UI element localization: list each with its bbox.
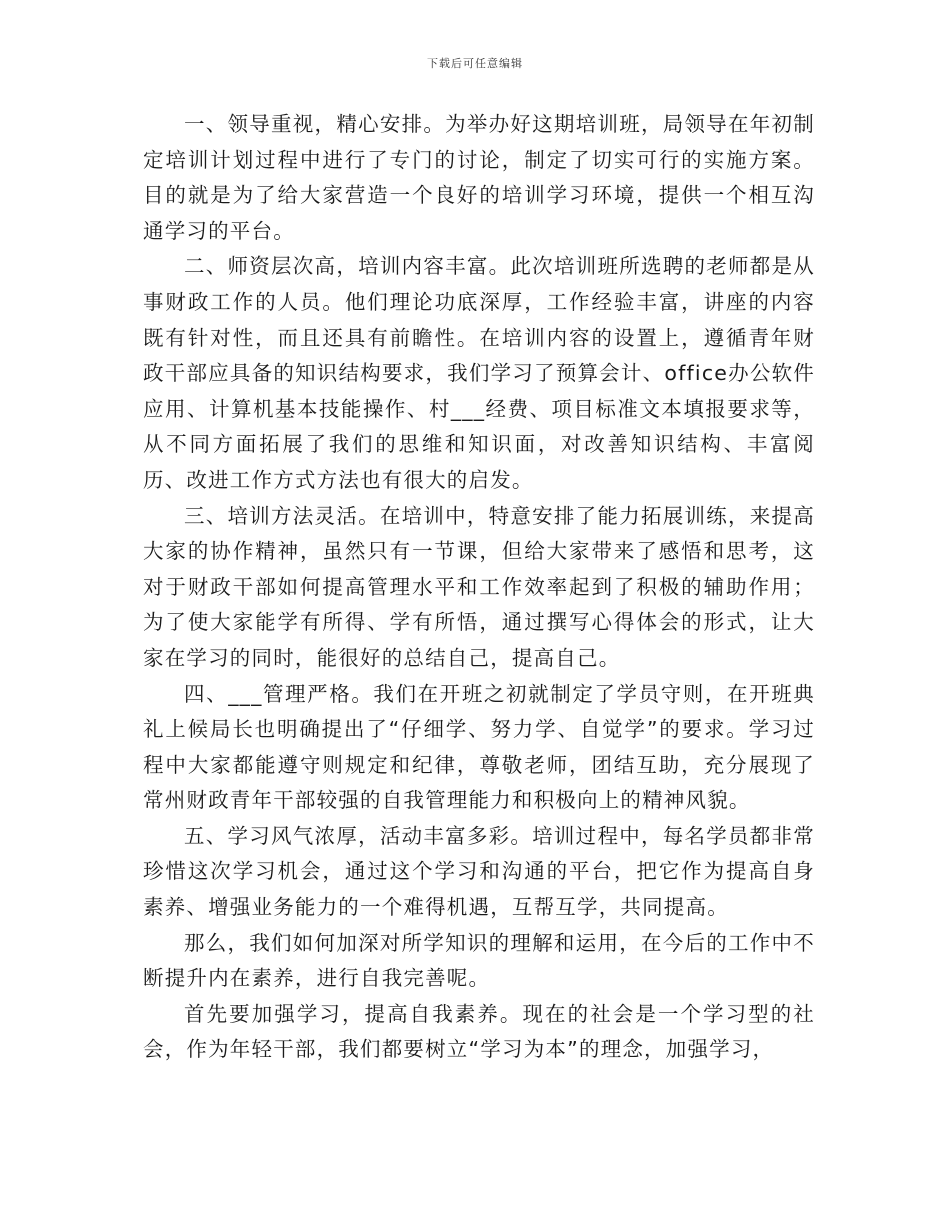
paragraph-first-point: 首先要加强学习，提高自我素养。现在的社会是一个学习型的社会，作为年轻干部，我们都要树立“学习为本”的理念，加强学习， <box>143 1001 815 1062</box>
paragraph-leadership: 一、领导重视，精心安排。为举办好这期培训班，局领导在年初制定培训计划过程中进行了专门的讨论，制定了切实可行的实施方案。目的就是为了给大家营造一个良好的培训学习环境，提供一个相互沟通学习的平台。 <box>143 112 815 243</box>
document-body <box>143 107 815 1068</box>
paragraph-atmosphere: 五、学习风气浓厚，活动丰富多彩。培训过程中，每名学员都非常珍惜这次学习机会，通过这个学习和沟通的平台，把它作为提高自身素养、增强业务能力的一个难得机遇，互帮互学，共同提高。 <box>143 823 815 920</box>
page-header-note: 下载后可任意编辑 <box>427 57 523 70</box>
paragraph-methods: 三、培训方法灵活。在培训中，特意安排了能力拓展训练，来提高大家的协作精神，虽然只有一节课，但给大家带来了感悟和思考，这对于财政干部如何提高管理水平和工作效率起到了积极的辅助作用；为了使大家能学有所得、学有所悟，通过撰写心得体会的形式，让大家在学习的同时，能很好的总结自己，提高自己。 <box>143 503 815 670</box>
paragraph-question: 那么，我们如何加深对所学知识的理解和运用，在今后的工作中不断提升内在素养，进行自我完善呢。 <box>143 930 815 991</box>
paragraph-faculty: 二、师资层次高，培训内容丰富。此次培训班所选聘的老师都是从事财政工作的人员。他们理论功底深厚，工作经验丰富，讲座的内容既有针对性，而且还具有前瞻性。在培训内容的设置上，遵循青年财政干部应具备的知识结构要求，我们学习了预算会计、office办公软件应用、计算机基本技能操作、村___经费、项目标准文本填报要求等，从不同方面拓展了我们的思维和知识面，对改善知识结构、丰富阅历、改进工作方式方法也有很大的启发。 <box>143 254 815 492</box>
paragraph-management: 四、___管理严格。我们在开班之初就制定了学员守则，在开班典礼上候局长也明确提出了“仔细学、努力学、自觉学”的要求。学习过程中大家都能遵守则规定和纪律，尊敬老师，团结互助，充分展现了常州财政青年干部较强的自我管理能力和积极向上的精神风貌。 <box>143 681 815 813</box>
